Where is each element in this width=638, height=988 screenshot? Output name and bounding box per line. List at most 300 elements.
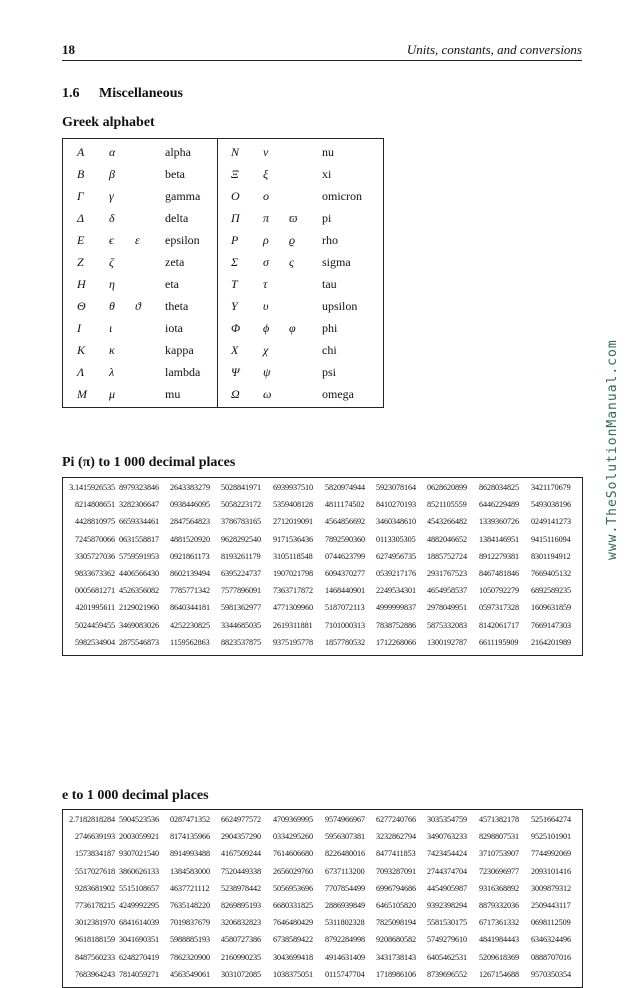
digit-group: 7814059271 [119,969,159,979]
digit-group: 4249992295 [119,900,159,910]
digit-group: 4771309960 [273,603,313,613]
digit-group: 6892589235 [531,586,571,596]
digit-group: 6405462531 [427,952,467,962]
digit-group: 7520449338 [221,866,261,876]
digit-group: 7646480429 [273,918,313,928]
digit-group: 3860626133 [119,866,159,876]
digit-group: 4406566430 [119,568,159,578]
e-heading: e to 1 000 decimal places [62,788,209,803]
digit-group: 5581530175 [427,918,467,928]
digit-group: 0539217176 [376,568,416,578]
uppercase-letter: Ψ [231,365,240,379]
digit-group: 4841984443 [479,935,519,945]
uppercase-letter: Ω [231,387,240,401]
variant-letter: ϑ [135,299,141,313]
digit-group: 1573834187 [75,849,115,859]
digit-group: 2978049951 [427,603,467,613]
digit-group: 0005681271 [75,586,115,596]
digit-group: 5209618369 [479,952,519,962]
digit-group: 9208680582 [376,935,416,945]
uppercase-letter: O [231,189,240,203]
digit-group: 8410270193 [376,500,416,510]
lowercase-letter: δ [109,211,115,225]
digit-group: 6395224737 [221,568,261,578]
digits-row [63,899,582,916]
digit-group: 8640344181 [170,603,210,613]
uppercase-letter: A [77,145,85,159]
digit-group: 4811174502 [325,500,365,510]
digit-group: 5904523536 [119,815,159,824]
greek-letter-row [217,384,385,406]
greek-letter-row [217,208,385,230]
digit-group: 4654958537 [427,586,467,596]
digits-row [63,916,582,933]
digits-row [63,636,582,653]
digit-group: 6277240766 [376,815,416,824]
digit-group: 3282306647 [119,500,159,510]
digit-group: 6624977572 [221,815,261,824]
digit-group: 1718986106 [376,969,416,979]
digit-group: 6939937510 [273,483,313,492]
digit-group: 4526356082 [119,586,159,596]
digit-group: 3305727036 [75,551,115,561]
digit-group: 5251664274 [531,815,571,824]
digit-group: 7683964243 [75,969,115,979]
digit-group: 8879332036 [479,900,519,910]
digit-group: 7669405132 [531,568,571,578]
greek-letter-row [63,208,217,230]
digit-group: 0628620899 [427,483,467,492]
digit-group: 3041690351 [119,935,159,945]
digit-group: 9618188159 [75,935,115,945]
digit-group: 4571382178 [479,815,519,824]
digit-group: 2643383279 [170,483,210,492]
digit-group: 0597317328 [479,603,519,613]
digit-group: 7614606680 [273,849,313,859]
digit-group: 0888707016 [531,952,571,962]
letter-name: xi [322,167,332,181]
digit-group: 3031072085 [221,969,261,979]
variant-letter: φ [289,321,296,335]
lowercase-letter: τ [263,277,268,291]
digit-group: 3786783165 [221,517,261,527]
digit-group: 0287471352 [170,815,210,824]
digit-group: 2847564823 [170,517,210,527]
digit-group: 3344685035 [221,620,261,630]
digit-group: 4564856692 [325,517,365,527]
digit-group: 6346324496 [531,935,571,945]
digit-group: 1885752724 [427,551,467,561]
letter-name: sigma [322,255,351,269]
digits-row [63,584,582,601]
header-rule [62,60,582,61]
lowercase-letter: θ [109,299,115,313]
digit-group: 1468440901 [325,586,365,596]
digits-row [63,601,582,618]
digit-group: 4167509244 [221,849,261,859]
letter-name: gamma [165,189,201,203]
digit-group: 1267154688 [479,969,519,979]
digit-group: 9570350354 [531,969,571,979]
uppercase-letter: M [77,387,87,401]
digit-group: 6446229489 [479,500,519,510]
letter-name: kappa [165,343,194,357]
digit-group: 2886939849 [325,900,365,910]
digit-group: 8193261179 [221,551,261,561]
variant-letter: ς [289,255,294,269]
digit-group: 6841614039 [119,918,159,928]
digit-group: 8823537875 [221,637,261,647]
digits-row [63,550,582,567]
section-number: 1.6 [62,86,80,101]
digits-row [63,481,582,498]
lowercase-letter: ϕ [263,321,270,335]
digit-group: 4563549061 [170,969,210,979]
digit-group: 2509443117 [531,900,571,910]
uppercase-letter: Ξ [231,167,239,181]
digit-group: 2931767523 [427,568,467,578]
digit-group: 8269895193 [221,900,261,910]
uppercase-letter: I [77,321,81,335]
digit-group: 5058223172 [221,500,261,510]
greek-letter-row [217,252,385,274]
digit-group: 8214808651 [75,500,115,510]
section-heading [62,86,183,102]
digit-group: 2904357290 [221,832,261,842]
letter-name: psi [322,365,337,379]
digit-group: 8226480016 [325,849,365,859]
uppercase-letter: P [231,233,239,247]
letter-name: pi [322,211,332,225]
digit-group: 4637721112 [170,883,210,893]
digit-group: 9283681902 [75,883,115,893]
digit-group: 9628292540 [221,534,261,544]
uppercase-letter: Φ [231,321,241,335]
digit-group: 2656029760 [273,866,313,876]
digit-group: 6248270419 [119,952,159,962]
digit-group: 7744992069 [531,849,571,859]
lowercase-letter: π [263,211,270,225]
digit-group: 6996794686 [376,883,416,893]
digits-row [63,533,582,550]
greek-letter-row [63,142,217,164]
digit-group: 9525101901 [531,832,571,842]
digit-group: 5923078164 [376,483,416,492]
letter-name: nu [322,145,334,159]
digit-group: 1159562863 [170,637,210,647]
digits-row [63,865,582,882]
uppercase-letter: K [77,343,86,357]
digit-group: 1339360726 [479,517,519,527]
uppercase-letter: Λ [77,365,85,379]
greek-letter-row [63,274,217,296]
greek-letter-row [63,296,217,318]
digit-group: 9833673362 [75,568,115,578]
digits-row [63,933,582,950]
digit-group: 2249534301 [376,586,416,596]
digit-group: 8298807531 [479,832,519,842]
digit-group: 5982534904 [75,637,115,647]
digit-group: 8979323846 [119,483,159,492]
digit-group: 7785771342 [170,586,210,596]
digit-group: 7838752886 [376,620,416,630]
digit-group: 3.1415926535 [69,483,115,492]
digit-group: 1857780532 [325,637,365,647]
lowercase-letter: ω [263,387,272,401]
uppercase-letter: Υ [231,299,238,313]
letter-name: alpha [165,145,191,159]
digit-group: 3490763233 [427,832,467,842]
greek-letter-row [217,318,385,340]
pi-digits-table [62,477,583,656]
digit-group: 6717361332 [479,918,519,928]
letter-name: phi [322,321,338,335]
greek-letter-row [217,274,385,296]
greek-letter-row [63,340,217,362]
digit-group: 7230696977 [479,866,519,876]
lowercase-letter: κ [109,343,115,357]
digit-group: 2746639193 [75,832,115,842]
digit-group: 3460348610 [376,517,416,527]
digits-row [63,498,582,515]
letter-name: mu [165,387,181,401]
digit-group: 2712019091 [273,517,313,527]
digit-group: 9171536436 [273,534,313,544]
digit-group: 3105118548 [273,551,313,561]
digit-group: 6738589422 [273,935,313,945]
greek-heading: Greek alphabet [62,115,155,130]
digit-group: 0115747704 [325,969,365,979]
uppercase-letter: Θ [77,299,86,313]
digit-group: 4709369995 [273,815,313,824]
digit-group: 9415116094 [531,534,571,544]
digit-group: 5517027618 [75,866,115,876]
uppercase-letter: H [77,277,86,291]
digit-group: 2.7182818284 [69,815,115,824]
letter-name: zeta [165,255,185,269]
letter-name: omega [322,387,354,401]
digit-group: 8477411853 [376,849,416,859]
uppercase-letter: Γ [77,189,84,203]
greek-left-column [63,142,217,406]
digit-group: 3710753907 [479,849,519,859]
digit-group: 5238978442 [221,883,261,893]
digit-group: 4201995611 [75,603,115,613]
letter-name: chi [322,343,337,357]
greek-letter-row [217,362,385,384]
letter-name: lambda [165,365,201,379]
digit-group: 8467481846 [479,568,519,578]
digit-group: 2129021960 [119,603,159,613]
lowercase-letter: ξ [263,167,269,181]
digit-group: 1907021798 [273,568,313,578]
digit-group: 3012381970 [75,918,115,928]
letter-name: iota [165,321,183,335]
digit-group: 6659334461 [119,517,159,527]
digit-group: 5493038196 [531,500,571,510]
digits-row [63,515,582,532]
greek-letter-row [63,164,217,186]
digit-group: 3469083026 [119,620,159,630]
digit-group: 2093101416 [531,866,571,876]
digit-group: 5311802328 [325,918,365,928]
greek-letter-row [217,230,385,252]
digit-group: 7707854499 [325,883,365,893]
digit-group: 3232862794 [376,832,416,842]
digit-group: 2875546873 [119,637,159,647]
letter-name: theta [165,299,189,313]
greek-letter-row [63,186,217,208]
greek-right-column [217,142,385,406]
lowercase-letter: σ [263,255,269,269]
digit-group: 8301194912 [531,551,571,561]
digit-group: 5187072113 [325,603,365,613]
digit-group: 7669147303 [531,620,571,630]
digit-group: 1050792279 [479,586,519,596]
greek-letter-row [217,296,385,318]
digit-group: 2744374704 [427,866,467,876]
digit-group: 7101000313 [325,620,365,630]
digit-group: 8602139494 [170,568,210,578]
lowercase-letter: η [109,277,115,291]
digit-group: 4999999837 [376,603,416,613]
uppercase-letter: Δ [77,211,85,225]
digit-group: 4580727386 [221,935,261,945]
digit-group: 8142061717 [479,620,519,630]
digit-group: 5024459455 [75,620,115,630]
lowercase-letter: γ [109,189,114,203]
digit-group: 5988885193 [170,935,210,945]
digit-group: 7577896091 [221,586,261,596]
digit-group: 5028841971 [221,483,261,492]
variant-letter: ε [135,233,140,247]
digit-group: 5515108657 [119,883,159,893]
letter-name: eta [165,277,179,291]
letter-name: epsilon [165,233,200,247]
digit-group: 7635148220 [170,900,210,910]
greek-letter-row [63,384,217,406]
digits-row [63,847,582,864]
digits-row [63,813,582,830]
digit-group: 7736178215 [75,900,115,910]
section-title: Miscellaneous [99,86,183,101]
uppercase-letter: Σ [231,255,239,269]
digit-group: 3421170679 [531,483,571,492]
digit-group: 2164201989 [531,637,571,647]
digit-group: 1038375051 [273,969,313,979]
digit-group: 8912279381 [479,551,519,561]
digit-group: 0938446095 [170,500,210,510]
digit-group: 7019837679 [170,918,210,928]
digit-group: 6611195909 [479,637,519,647]
digits-row [63,830,582,847]
digit-group: 5759591953 [119,551,159,561]
digit-group: 7093287091 [376,866,416,876]
letter-name: tau [322,277,337,291]
digit-group: 3009879312 [531,883,571,893]
greek-letter-row [217,142,385,164]
digit-group: 8628034825 [479,483,519,492]
digit-group: 8174135966 [170,832,210,842]
lowercase-letter: ρ [263,233,269,247]
digit-group: 7862320900 [170,952,210,962]
digit-group: 6094370277 [325,568,365,578]
lowercase-letter: α [109,145,116,159]
digit-group: 8521105559 [427,500,467,510]
digit-group: 6737113200 [325,866,365,876]
uppercase-letter: N [231,145,240,159]
digit-group: 0249141273 [531,517,571,527]
lowercase-letter: o [263,189,269,203]
letter-name: omicron [322,189,362,203]
page-header [62,42,582,60]
page-number: 18 [62,42,75,57]
digit-group: 9392398294 [427,900,467,910]
uppercase-letter: X [231,343,239,357]
greek-letter-row [217,340,385,362]
digit-group: 5749279610 [427,935,467,945]
uppercase-letter: E [77,233,85,247]
digit-group: 0113305305 [376,534,416,544]
digit-group: 7892590360 [325,534,365,544]
digit-group: 5056953696 [273,883,313,893]
e-digits-table [62,809,583,988]
greek-letter-row [63,252,217,274]
letter-name: upsilon [322,299,358,313]
greek-letter-row [217,164,385,186]
digit-group: 6465105820 [376,900,416,910]
greek-letter-row [63,230,217,252]
digit-group: 5820974944 [325,483,365,492]
digit-group: 4252230825 [170,620,210,630]
lowercase-letter: β [109,167,115,181]
lowercase-letter: ψ [263,365,271,379]
digits-row [63,951,582,968]
digit-group: 1300192787 [427,637,467,647]
digit-group: 3431738143 [376,952,416,962]
digit-group: 6680331825 [273,900,313,910]
greek-letter-row [63,318,217,340]
digit-group: 0744623799 [325,551,365,561]
digit-group: 4882046652 [427,534,467,544]
lowercase-letter: μ [109,387,116,401]
lowercase-letter: ν [263,145,269,159]
digit-group: 9375195778 [273,637,313,647]
digits-row [63,968,582,985]
greek-letter-row [217,186,385,208]
digits-row [63,619,582,636]
pi-heading: Pi (π) to 1 000 decimal places [62,455,236,470]
digit-group: 3035354759 [427,815,467,824]
greek-letter-row [63,362,217,384]
digit-group: 0334295260 [273,832,313,842]
digits-row [63,567,582,584]
digit-group: 1609631859 [531,603,571,613]
digit-group: 4454905987 [427,883,467,893]
lowercase-letter: λ [109,365,115,379]
digit-group: 0631558817 [119,534,159,544]
digit-group: 7825098194 [376,918,416,928]
digit-group: 1384583000 [170,866,210,876]
digit-group: 9307021540 [119,849,159,859]
variant-letter: ϱ [289,233,296,247]
digit-group: 5981362977 [221,603,261,613]
lowercase-letter: ι [109,321,113,335]
digit-group: 8792284998 [325,935,365,945]
digit-group: 4428810975 [75,517,115,527]
digit-group: 2003059921 [119,832,159,842]
digit-group: 3043699418 [273,952,313,962]
